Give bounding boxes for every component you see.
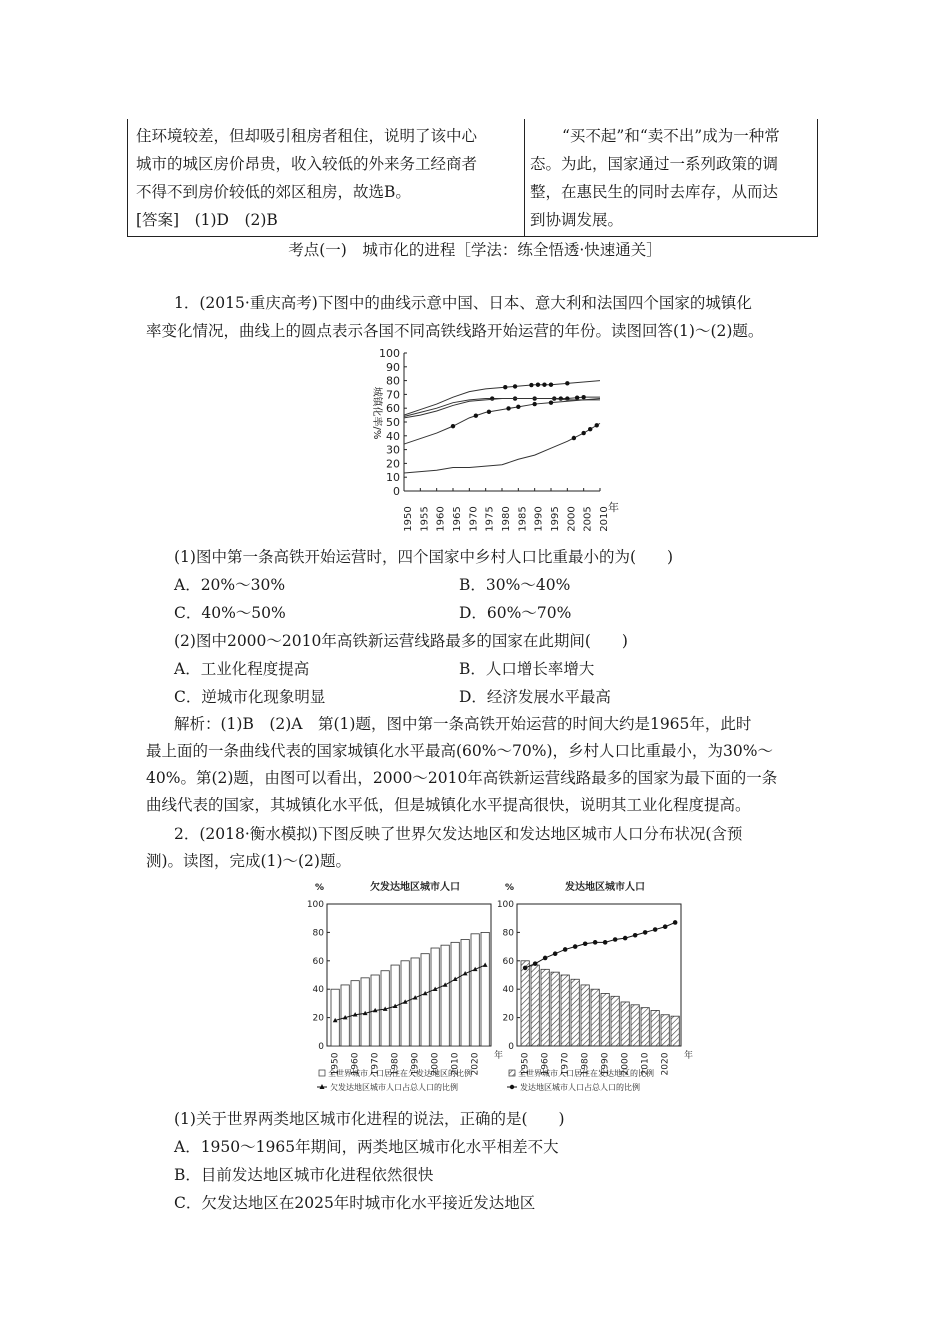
line-marker bbox=[553, 951, 558, 956]
line-marker bbox=[633, 933, 638, 938]
q2-sub1-option-a: A．1950～1965年期间，两类地区城市化水平相差不大 bbox=[174, 1138, 559, 1156]
x-axis-label: 年 bbox=[684, 1051, 694, 1061]
y-tick-label: 100 bbox=[306, 900, 324, 910]
railway-dot bbox=[581, 431, 585, 435]
x-tick-label: 1970 bbox=[370, 1052, 381, 1076]
bar bbox=[551, 972, 559, 1046]
line-marker bbox=[593, 940, 598, 945]
q2-intro: 2．(2018·衡水模拟)下图反映了世界欠发达地区和发达地区城市人口分布状况(含预 bbox=[174, 825, 743, 843]
x-tick-label: 2010 bbox=[450, 1052, 461, 1076]
railway-dot bbox=[513, 384, 517, 388]
railway-dot bbox=[559, 396, 563, 400]
line-marker bbox=[643, 930, 648, 935]
x-tick-label: 2010 bbox=[599, 506, 610, 532]
q2-intro: 测)。读图，完成(1)～(2)题。 bbox=[146, 852, 351, 870]
y-axis-label: 城镇化率/% bbox=[371, 386, 382, 440]
railway-dot bbox=[595, 423, 599, 427]
railway-dot bbox=[549, 383, 553, 387]
railway-dot bbox=[503, 385, 507, 389]
line-marker bbox=[623, 936, 628, 941]
line-marker bbox=[663, 924, 668, 929]
q1-sub2-stem: (2)图中2000～2010年高铁新运营线路最多的国家在此期间( ) bbox=[174, 632, 628, 650]
x-tick-label: 1990 bbox=[533, 506, 545, 532]
q1-sub1-option-d: D．60%～70% bbox=[459, 604, 572, 622]
railway-dot bbox=[532, 402, 536, 406]
bar bbox=[471, 934, 479, 1046]
q1-sub2-option-c: C．逆城市化现象明显 bbox=[174, 688, 326, 706]
box-left-line: 不得不到房价较低的郊区租房，故选B。 bbox=[136, 183, 411, 201]
railway-dot bbox=[474, 413, 478, 417]
bar bbox=[331, 989, 339, 1046]
x-tick-label: 1980 bbox=[580, 1052, 591, 1076]
y-unit-label: % bbox=[315, 883, 325, 893]
q1-analysis: 曲线代表的国家，其城镇化水平低，但是城镇化水平提高很快，说明其工业化程度提高。 bbox=[146, 796, 751, 814]
legend-label: 发达地区城市人口占总人口的比例 bbox=[520, 1083, 640, 1092]
y-tick-label: 100 bbox=[496, 900, 514, 910]
x-tick-label: 1980 bbox=[390, 1052, 401, 1076]
x-tick-label: 2000 bbox=[566, 506, 578, 532]
x-tick-label: 1970 bbox=[560, 1052, 571, 1076]
y-tick-label: 90 bbox=[386, 360, 400, 374]
q1-sub2-option-a: A．工业化程度提高 bbox=[174, 660, 310, 678]
box-left-answer: [答案] (1)D (2)B bbox=[136, 211, 278, 229]
y-tick-label: 0 bbox=[318, 1042, 324, 1052]
line-marker bbox=[523, 966, 528, 971]
railway-dot bbox=[581, 395, 585, 399]
x-tick-label: 2020 bbox=[660, 1052, 671, 1076]
legend-label: 欠发达地区城市人口占总人口的比例 bbox=[330, 1083, 458, 1092]
q1-analysis: 解析：(1)B (2)A 第(1)题，图中第一条高铁开始运营的时间大约是1965年，此时 bbox=[174, 715, 752, 733]
bar bbox=[481, 932, 489, 1046]
line-marker bbox=[563, 947, 568, 952]
bar bbox=[631, 1005, 639, 1046]
railway-dot bbox=[451, 424, 455, 428]
x-tick-label: 1995 bbox=[550, 506, 561, 532]
y-tick-label: 80 bbox=[312, 928, 324, 939]
box-right-line: 到协调发展。 bbox=[530, 211, 624, 229]
x-tick-label: 2000 bbox=[430, 1052, 441, 1076]
x-tick-label: 1960 bbox=[350, 1052, 361, 1076]
x-tick-label: 2000 bbox=[620, 1052, 631, 1076]
bar bbox=[461, 940, 469, 1047]
q1-analysis: 40%。第(2)题，由图可以看出，2000～2010年高铁新运营线路最多的国家为最下面的一条 bbox=[146, 769, 778, 787]
chart-title: 欠发达地区城市人口 bbox=[370, 882, 460, 893]
box-left-line: 城市的城区房价昂贵，收入较低的外来务工经商者 bbox=[136, 155, 478, 173]
x-tick-label: 1970 bbox=[468, 506, 480, 532]
bar bbox=[441, 945, 449, 1046]
y-tick-label: 10 bbox=[386, 471, 400, 485]
bar bbox=[641, 1008, 649, 1046]
y-tick-label: 0 bbox=[508, 1042, 514, 1052]
y-tick-label: 70 bbox=[386, 388, 400, 402]
bar bbox=[451, 942, 459, 1046]
railway-dot bbox=[516, 405, 520, 409]
y-tick-label: 100 bbox=[379, 347, 400, 360]
line-marker bbox=[543, 956, 548, 961]
q1-sub1-option-b: B．30%～40% bbox=[459, 576, 571, 594]
y-tick-label: 30 bbox=[386, 443, 400, 457]
x-tick-label: 2010 bbox=[640, 1052, 651, 1076]
bar bbox=[661, 1015, 669, 1046]
y-tick-label: 50 bbox=[386, 416, 400, 429]
bar bbox=[531, 965, 539, 1046]
x-tick-label: 2005 bbox=[582, 506, 594, 532]
y-tick-label: 60 bbox=[386, 402, 400, 416]
legend-swatch-bar bbox=[509, 1070, 515, 1076]
q1-sub1-option-c: C．40%～50% bbox=[174, 604, 286, 622]
box-right-line: 整，在惠民生的同时去库存，从而达 bbox=[530, 183, 779, 201]
x-tick-label: 1960 bbox=[540, 1052, 551, 1076]
x-axis-label: 年 bbox=[494, 1051, 504, 1061]
railway-dot bbox=[490, 396, 494, 400]
q2-sub1-option-c: C．欠发达地区在2025年时城市化水平接近发达地区 bbox=[174, 1194, 536, 1212]
x-axis-label: 年 bbox=[608, 501, 619, 514]
bar bbox=[651, 1011, 659, 1047]
x-tick-label: 1950 bbox=[330, 1052, 341, 1076]
q1-sub2-option-b: B．人口增长率增大 bbox=[459, 660, 595, 678]
line-marker bbox=[613, 937, 618, 942]
chart-title: 发达地区城市人口 bbox=[565, 882, 645, 893]
y-tick-label: 0 bbox=[393, 485, 400, 498]
bar bbox=[671, 1016, 679, 1046]
q1-sub1-option-a: A．20%～30% bbox=[174, 576, 286, 594]
y-tick-label: 20 bbox=[312, 1013, 324, 1024]
bar bbox=[421, 954, 429, 1046]
y-tick-label: 20 bbox=[386, 457, 400, 471]
x-tick-label: 2020 bbox=[470, 1052, 481, 1076]
legend-label: 全世界城市人口居住在欠发达地区的比例 bbox=[328, 1069, 472, 1078]
y-tick-label: 60 bbox=[502, 956, 514, 967]
railway-dot bbox=[588, 427, 592, 431]
urbanization-line-chart bbox=[360, 343, 620, 532]
q1-sub2-option-d: D．经济发展水平最高 bbox=[459, 688, 611, 706]
legend-swatch-bar bbox=[319, 1070, 325, 1076]
railway-dot bbox=[536, 383, 540, 387]
railway-dot bbox=[565, 381, 569, 385]
x-tick-label: 1990 bbox=[600, 1052, 611, 1076]
railway-dot bbox=[549, 400, 553, 404]
bar bbox=[561, 975, 569, 1046]
x-tick-label: 1980 bbox=[501, 506, 512, 532]
y-tick-label: 80 bbox=[502, 928, 514, 939]
x-tick-label: 1960 bbox=[435, 506, 447, 532]
x-tick-label: 1950 bbox=[403, 506, 414, 532]
line-marker bbox=[673, 920, 678, 925]
y-unit-label: % bbox=[505, 883, 515, 893]
railway-dot bbox=[487, 410, 491, 414]
bar bbox=[571, 979, 579, 1046]
railway-dot bbox=[572, 436, 576, 440]
x-tick-label: 1950 bbox=[520, 1052, 531, 1076]
q1-sub1-stem: (1)图中第一条高铁开始运营时，四个国家中乡村人口比重最小的为( ) bbox=[174, 548, 674, 566]
bar bbox=[611, 996, 619, 1046]
bar bbox=[541, 969, 549, 1046]
bar bbox=[601, 993, 609, 1046]
developed-urban-chart bbox=[495, 878, 695, 1100]
box-divider bbox=[524, 119, 525, 236]
q1-intro: 1．(2015·重庆高考)下图中的曲线示意中国、日本、意大利和法国四个国家的城镇化 bbox=[174, 294, 752, 312]
x-tick-label: 1985 bbox=[517, 506, 529, 532]
line-marker bbox=[573, 944, 578, 949]
line-marker bbox=[603, 940, 608, 945]
y-tick-label: 20 bbox=[502, 1013, 514, 1024]
x-tick-label: 1975 bbox=[484, 506, 496, 532]
y-tick-label: 60 bbox=[312, 956, 324, 967]
line-marker bbox=[533, 961, 538, 966]
x-tick-label: 1990 bbox=[410, 1052, 421, 1076]
legend-marker bbox=[510, 1085, 514, 1089]
y-tick-label: 40 bbox=[502, 985, 514, 996]
bar bbox=[521, 961, 529, 1046]
y-tick-label: 40 bbox=[312, 985, 324, 996]
railway-dot bbox=[506, 406, 510, 410]
x-tick-label: 1965 bbox=[452, 506, 463, 532]
bar bbox=[581, 985, 589, 1046]
bar bbox=[431, 948, 439, 1046]
railway-dot bbox=[575, 396, 579, 400]
line-marker bbox=[583, 941, 588, 946]
series-line-curve-bottom bbox=[404, 423, 600, 473]
railway-dot bbox=[529, 383, 533, 387]
x-tick-label: 1955 bbox=[419, 506, 431, 532]
box-left-line: 住环境较差，但却吸引租房者租住，说明了该中心 bbox=[136, 127, 478, 145]
q1-intro: 率变化情况，曲线上的圆点表示各国不同高铁线路开始运营的年份。读图回答(1)～(2)题。 bbox=[146, 322, 764, 340]
railway-dot bbox=[542, 383, 546, 387]
bar bbox=[621, 1002, 629, 1046]
line-marker bbox=[653, 927, 658, 932]
y-tick-label: 80 bbox=[386, 374, 400, 388]
q2-sub1-stem: (1)关于世界两类地区城市化进程的说法，正确的是( ) bbox=[174, 1110, 565, 1128]
y-tick-label: 40 bbox=[386, 429, 400, 443]
section-heading: 考点(一) 城市化的进程［学法：练全悟透·快速通关］ bbox=[288, 241, 662, 259]
series-line bbox=[525, 922, 675, 967]
bar bbox=[411, 958, 419, 1046]
less-developed-urban-chart bbox=[305, 878, 504, 1100]
box-right-line: “买不起”和“卖不出”成为一种常 bbox=[562, 127, 780, 145]
legend-label: 全世界城市人口居住在发达地区的比例 bbox=[518, 1069, 654, 1078]
q1-analysis: 最上面的一条曲线代表的国家城镇化水平最高(60%～70%)，乡村人口比重最小，为30%～ bbox=[146, 742, 773, 760]
box-right-line: 态。为此，国家通过一系列政策的调 bbox=[530, 155, 779, 173]
q2-sub1-option-b: B．目前发达地区城市化进程依然很快 bbox=[174, 1166, 434, 1184]
bar bbox=[591, 989, 599, 1046]
